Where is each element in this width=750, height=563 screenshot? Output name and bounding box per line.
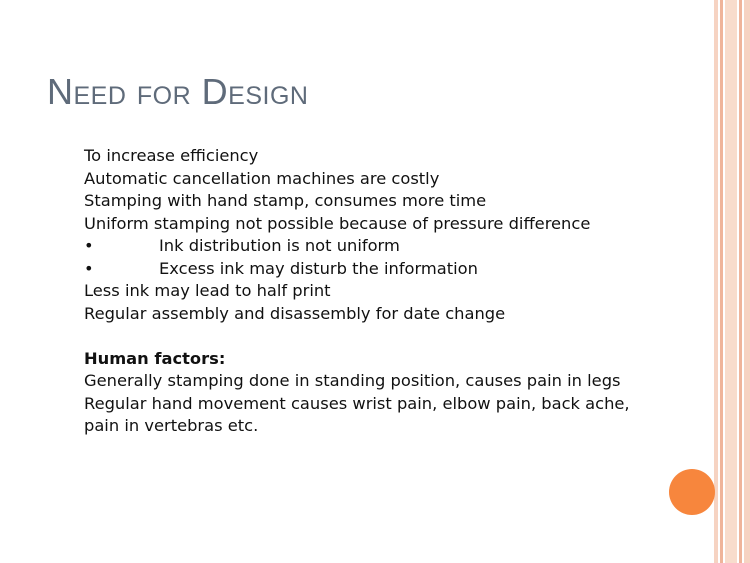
stripe (725, 0, 737, 563)
human-factors-line: pain in vertebras etc. (84, 416, 259, 435)
bullet-text: Excess ink may disturb the information (159, 258, 478, 278)
human-factors-heading: Human factors: (84, 348, 226, 368)
body-line: To increase efficiency (84, 146, 259, 165)
bullet-item (84, 258, 704, 281)
body-line: Stamping with hand stamp, consumes more time (84, 191, 487, 210)
slide-body (84, 145, 704, 438)
stripe (720, 0, 723, 563)
body-line: Less ink may lead to half print (84, 281, 331, 300)
spacer (84, 325, 704, 348)
decorative-stripes (714, 0, 750, 563)
human-factors-line: Regular hand movement causes wrist pain, elbow pain, back ache, (84, 393, 630, 413)
body-line: Automatic cancellation machines are costly (84, 168, 440, 188)
bullet-marker: • (84, 236, 94, 255)
stripe (739, 0, 742, 563)
bullet-text: Ink distribution is not uniform (159, 236, 400, 255)
stripe (714, 0, 718, 563)
bullet-marker: • (84, 258, 94, 278)
bullet-item (84, 235, 704, 258)
stripe (744, 0, 750, 563)
body-line: Regular assembly and disassembly for date change (84, 303, 506, 323)
accent-circle (669, 469, 715, 515)
human-factors-line: Generally stamping done in standing position, causes pain in legs (84, 371, 621, 390)
slide-title: Need for Design (47, 71, 309, 112)
body-line: Uniform stamping not possible because of pressure difference (84, 213, 591, 233)
